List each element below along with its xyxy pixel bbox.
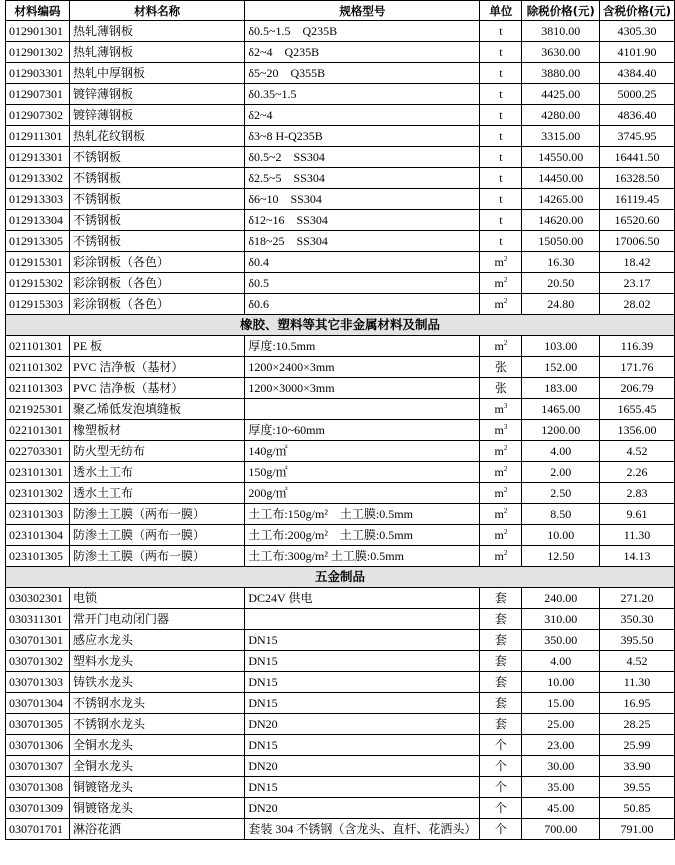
spec-cell: δ2.5~5 SS304 [245, 168, 480, 189]
spec-cell: DN15 [245, 651, 480, 672]
spec-cell: DN15 [245, 777, 480, 798]
unit-cell: t [480, 21, 522, 42]
material-code-cell: 030701307 [6, 756, 70, 777]
material-name-cell: 彩涂钢板（各色） [70, 294, 245, 315]
table-row [6, 42, 675, 63]
unit-cell: t [480, 231, 522, 252]
price-inc-tax-cell: 2.26 [599, 462, 674, 483]
material-name-cell: 彩涂钢板（各色） [70, 252, 245, 273]
unit-cell [480, 504, 522, 525]
price-ex-tax-cell: 14620.00 [522, 210, 600, 231]
unit-cell [480, 294, 522, 315]
material-name-cell: 不锈钢水龙头 [70, 714, 245, 735]
material-code-cell: 012913302 [6, 168, 70, 189]
table-row [6, 714, 675, 735]
table-row [6, 252, 675, 273]
material-code-cell: 012913305 [6, 231, 70, 252]
unit-exponent: 2 [503, 528, 508, 536]
price-ex-tax-cell: 20.50 [522, 273, 600, 294]
price-inc-tax-cell: 18.42 [599, 252, 674, 273]
unit-cell: 个 [480, 756, 522, 777]
unit-cell [480, 273, 522, 294]
material-code-cell: 030701303 [6, 672, 70, 693]
unit-cell: t [480, 189, 522, 210]
table-row [6, 126, 675, 147]
price-ex-tax-cell: 25.00 [522, 714, 600, 735]
material-code-cell: 012903301 [6, 63, 70, 84]
material-code-cell: 022101301 [6, 420, 70, 441]
price-inc-tax-cell: 206.79 [599, 378, 674, 399]
material-name-cell: 彩涂钢板（各色） [70, 273, 245, 294]
material-name-cell: 不锈钢板 [70, 168, 245, 189]
spec-cell: 1200×2400×3mm [245, 357, 480, 378]
spec-cell: DN15 [245, 735, 480, 756]
price-ex-tax-cell: 310.00 [522, 609, 600, 630]
material-code-cell: 022703301 [6, 441, 70, 462]
material-code-cell: 021925301 [6, 399, 70, 420]
price-ex-tax-cell: 3880.00 [522, 63, 600, 84]
material-name-cell: 铜镀铬龙头 [70, 798, 245, 819]
unit-cell: 个 [480, 819, 522, 840]
price-ex-tax-cell: 4280.00 [522, 105, 600, 126]
price-inc-tax-cell: 16119.45 [599, 189, 674, 210]
price-inc-tax-cell: 16328.50 [599, 168, 674, 189]
spec-cell: δ0.5 [245, 273, 480, 294]
spec-cell: 200g/㎡ [245, 483, 480, 504]
section-heading-row [6, 567, 675, 588]
material-name-cell: 不锈钢板 [70, 189, 245, 210]
unit-exponent: 2 [503, 444, 508, 452]
price-ex-tax-cell: 3630.00 [522, 42, 600, 63]
table-row [6, 378, 675, 399]
material-code-cell: 012913301 [6, 147, 70, 168]
spec-cell: DN15 [245, 630, 480, 651]
material-name-cell: PVC 洁净板（基材） [70, 357, 245, 378]
material-code-cell: 030701701 [6, 819, 70, 840]
material-name-cell: 热轧中厚钢板 [70, 63, 245, 84]
material-code-cell: 030701308 [6, 777, 70, 798]
table-row [6, 651, 675, 672]
table-row [6, 294, 675, 315]
price-inc-tax-cell: 16520.60 [599, 210, 674, 231]
unit-base: m [494, 402, 504, 416]
price-inc-tax-cell: 25.99 [599, 735, 674, 756]
table-row [6, 336, 675, 357]
unit-cell [480, 483, 522, 504]
unit-base: m [494, 549, 504, 563]
material-code-cell: 012911301 [6, 126, 70, 147]
unit-cell: t [480, 210, 522, 231]
unit-cell [480, 546, 522, 567]
price-ex-tax-cell: 8.50 [522, 504, 600, 525]
spec-cell [245, 399, 480, 420]
price-ex-tax-cell: 350.00 [522, 630, 600, 651]
unit-base: m [494, 507, 504, 521]
table-row [6, 735, 675, 756]
material-name-cell: 橡塑板材 [70, 420, 245, 441]
table-row [6, 462, 675, 483]
material-name-cell: PE 板 [70, 336, 245, 357]
price-inc-tax-cell: 5000.25 [599, 84, 674, 105]
unit-exponent: 2 [503, 297, 508, 305]
price-inc-tax-cell: 39.55 [599, 777, 674, 798]
spec-cell: DC24V 供电 [245, 588, 480, 609]
spec-cell: 套装 304 不锈钢（含龙头、直杆、花洒头） [245, 819, 480, 840]
unit-exponent: 3 [503, 423, 508, 431]
unit-cell: t [480, 42, 522, 63]
table-row [6, 105, 675, 126]
price-inc-tax-cell: 271.20 [599, 588, 674, 609]
spec-cell: δ12~16 SS304 [245, 210, 480, 231]
material-name-cell: 感应水龙头 [70, 630, 245, 651]
table-row [6, 756, 675, 777]
material-name-cell: 铜镀铬龙头 [70, 777, 245, 798]
spec-cell: δ0.6 [245, 294, 480, 315]
spec-cell: 150g/㎡ [245, 462, 480, 483]
material-name-cell: 不锈钢水龙头 [70, 693, 245, 714]
price-ex-tax-cell: 2.50 [522, 483, 600, 504]
price-ex-tax-cell: 2.00 [522, 462, 600, 483]
spec-cell: δ6~10 SS304 [245, 189, 480, 210]
price-inc-tax-cell: 4.52 [599, 441, 674, 462]
unit-cell: 套 [480, 714, 522, 735]
price-ex-tax-cell: 10.00 [522, 672, 600, 693]
unit-cell [480, 462, 522, 483]
material-code-cell: 030701309 [6, 798, 70, 819]
unit-exponent: 2 [503, 276, 508, 284]
price-inc-tax-cell: 9.61 [599, 504, 674, 525]
price-ex-tax-cell: 240.00 [522, 588, 600, 609]
material-code-cell: 030311301 [6, 609, 70, 630]
unit-base: m [494, 339, 504, 353]
table-row [6, 777, 675, 798]
material-code-cell: 012915302 [6, 273, 70, 294]
material-code-cell: 012907301 [6, 84, 70, 105]
spec-cell: δ0.4 [245, 252, 480, 273]
material-code-cell: 021101302 [6, 357, 70, 378]
spec-cell: δ0.35~1.5 [245, 84, 480, 105]
unit-exponent: 2 [503, 507, 508, 515]
unit-cell: t [480, 63, 522, 84]
price-inc-tax-cell: 4.52 [599, 651, 674, 672]
unit-exponent: 2 [503, 465, 508, 473]
material-code-cell: 030302301 [6, 588, 70, 609]
table-body [6, 21, 675, 840]
spec-cell: δ2~4 Q235B [245, 42, 480, 63]
unit-cell [480, 336, 522, 357]
spec-cell [245, 609, 480, 630]
table-row [6, 588, 675, 609]
price-inc-tax-cell: 16441.50 [599, 147, 674, 168]
material-code-cell: 023101303 [6, 504, 70, 525]
unit-cell [480, 399, 522, 420]
spec-cell: DN20 [245, 798, 480, 819]
table-row [6, 504, 675, 525]
table-row [6, 420, 675, 441]
table-row [6, 189, 675, 210]
spec-cell: 土工布:200g/m² 土工膜:0.5mm [245, 525, 480, 546]
section-title: 橡胶、塑料等其它非金属材料及制品 [6, 315, 675, 336]
unit-cell: t [480, 105, 522, 126]
unit-exponent: 2 [503, 339, 508, 347]
material-code-cell: 021101303 [6, 378, 70, 399]
price-table [5, 0, 675, 840]
price-ex-tax-cell: 15.00 [522, 693, 600, 714]
material-code-cell: 012913303 [6, 189, 70, 210]
price-ex-tax-cell: 152.00 [522, 357, 600, 378]
price-inc-tax-cell: 16.95 [599, 693, 674, 714]
table-row [6, 630, 675, 651]
price-inc-tax-cell: 28.25 [599, 714, 674, 735]
price-ex-tax-cell: 3315.00 [522, 126, 600, 147]
price-ex-tax-cell: 15050.00 [522, 231, 600, 252]
material-name-cell: 全铜水龙头 [70, 756, 245, 777]
spec-cell: δ18~25 SS304 [245, 231, 480, 252]
price-ex-tax-cell: 14265.00 [522, 189, 600, 210]
table-row [6, 147, 675, 168]
price-inc-tax-cell: 171.76 [599, 357, 674, 378]
table-row [6, 483, 675, 504]
unit-base: m [494, 465, 504, 479]
spec-cell: 1200×3000×3mm [245, 378, 480, 399]
material-code-cell: 030701301 [6, 630, 70, 651]
spec-cell: 140g/㎡ [245, 441, 480, 462]
material-code-cell: 023101302 [6, 483, 70, 504]
unit-base: m [494, 276, 504, 290]
unit-cell: 个 [480, 735, 522, 756]
table-row [6, 210, 675, 231]
material-name-cell: 不锈钢板 [70, 231, 245, 252]
price-inc-tax-cell: 1655.45 [599, 399, 674, 420]
unit-cell: t [480, 147, 522, 168]
price-ex-tax-cell: 4.00 [522, 651, 600, 672]
price-ex-tax-cell: 35.00 [522, 777, 600, 798]
price-ex-tax-cell: 4425.00 [522, 84, 600, 105]
material-name-cell: 塑料水龙头 [70, 651, 245, 672]
price-inc-tax-cell: 3745.95 [599, 126, 674, 147]
spec-cell: DN20 [245, 756, 480, 777]
spec-cell: DN15 [245, 693, 480, 714]
unit-cell: 套 [480, 609, 522, 630]
spec-cell: 土工布:150g/m² 土工膜:0.5mm [245, 504, 480, 525]
unit-exponent: 2 [503, 549, 508, 557]
unit-exponent: 2 [503, 255, 508, 263]
material-code-cell: 023101301 [6, 462, 70, 483]
price-ex-tax-cell: 183.00 [522, 378, 600, 399]
unit-cell [480, 441, 522, 462]
material-name-cell: 热轧花纹钢板 [70, 126, 245, 147]
price-inc-tax-cell: 395.50 [599, 630, 674, 651]
table-row [6, 399, 675, 420]
unit-base: m [494, 528, 504, 542]
unit-cell: 套 [480, 651, 522, 672]
price-ex-tax-cell: 12.50 [522, 546, 600, 567]
price-inc-tax-cell: 4305.30 [599, 21, 674, 42]
price-ex-tax-cell: 23.00 [522, 735, 600, 756]
material-name-cell: 防火型无纺布 [70, 441, 245, 462]
spec-cell: 厚度:10.5mm [245, 336, 480, 357]
unit-base: m [494, 423, 504, 437]
unit-cell [480, 525, 522, 546]
table-row [6, 231, 675, 252]
unit-base: m [494, 255, 504, 269]
material-code-cell: 012907302 [6, 105, 70, 126]
unit-cell [480, 252, 522, 273]
table-header [6, 1, 675, 21]
price-inc-tax-cell: 11.30 [599, 525, 674, 546]
price-inc-tax-cell: 28.02 [599, 294, 674, 315]
material-code-cell: 030701305 [6, 714, 70, 735]
material-name-cell: 透水土工布 [70, 483, 245, 504]
material-code-cell: 030701302 [6, 651, 70, 672]
header-unit: 单位 [480, 1, 522, 21]
price-inc-tax-cell: 4384.40 [599, 63, 674, 84]
material-code-cell: 012913304 [6, 210, 70, 231]
price-ex-tax-cell: 30.00 [522, 756, 600, 777]
unit-cell: 张 [480, 378, 522, 399]
material-name-cell: 透水土工布 [70, 462, 245, 483]
material-name-cell: 全铜水龙头 [70, 735, 245, 756]
price-ex-tax-cell: 1465.00 [522, 399, 600, 420]
material-name-cell: 热轧薄钢板 [70, 42, 245, 63]
price-inc-tax-cell: 350.30 [599, 609, 674, 630]
table-row [6, 273, 675, 294]
price-ex-tax-cell: 1200.00 [522, 420, 600, 441]
material-name-cell: 镀锌薄钢板 [70, 105, 245, 126]
unit-base: m [494, 486, 504, 500]
material-name-cell: 淋浴花洒 [70, 819, 245, 840]
header-spec-model: 规格型号 [245, 1, 480, 21]
unit-cell [480, 420, 522, 441]
price-inc-tax-cell: 4836.40 [599, 105, 674, 126]
price-ex-tax-cell: 14550.00 [522, 147, 600, 168]
section-title: 五金制品 [6, 567, 675, 588]
unit-base: m [494, 444, 504, 458]
price-inc-tax-cell: 2.83 [599, 483, 674, 504]
material-name-cell: 聚乙烯低发泡填缝板 [70, 399, 245, 420]
unit-cell: 个 [480, 798, 522, 819]
material-name-cell: 不锈钢板 [70, 147, 245, 168]
price-inc-tax-cell: 4101.90 [599, 42, 674, 63]
price-inc-tax-cell: 14.13 [599, 546, 674, 567]
unit-cell: 套 [480, 588, 522, 609]
section-heading-row [6, 315, 675, 336]
unit-cell: t [480, 84, 522, 105]
table-row [6, 546, 675, 567]
material-code-cell: 023101304 [6, 525, 70, 546]
spec-cell: δ0.5~1.5 Q235B [245, 21, 480, 42]
spec-cell: δ0.5~2 SS304 [245, 147, 480, 168]
unit-exponent: 3 [503, 402, 508, 410]
price-ex-tax-cell: 45.00 [522, 798, 600, 819]
price-ex-tax-cell: 24.80 [522, 294, 600, 315]
material-name-cell: 常开门电动闭门器 [70, 609, 245, 630]
table-row [6, 525, 675, 546]
unit-cell: 个 [480, 777, 522, 798]
material-code-cell: 021101301 [6, 336, 70, 357]
material-name-cell: PVC 洁净板（基材） [70, 378, 245, 399]
spec-cell: δ3~8 H-Q235B [245, 126, 480, 147]
unit-base: m [494, 297, 504, 311]
material-name-cell: 热轧薄钢板 [70, 21, 245, 42]
spec-cell: δ2~4 [245, 105, 480, 126]
price-inc-tax-cell: 33.90 [599, 756, 674, 777]
material-code-cell: 012915303 [6, 294, 70, 315]
material-name-cell: 不锈钢板 [70, 210, 245, 231]
table-row [6, 609, 675, 630]
header-material-name: 材料名称 [70, 1, 245, 21]
material-code-cell: 030701306 [6, 735, 70, 756]
table-row [6, 819, 675, 840]
material-code-cell: 012915301 [6, 252, 70, 273]
price-inc-tax-cell: 11.30 [599, 672, 674, 693]
material-name-cell: 电锁 [70, 588, 245, 609]
price-inc-tax-cell: 23.17 [599, 273, 674, 294]
material-code-cell: 030701304 [6, 693, 70, 714]
price-ex-tax-cell: 10.00 [522, 525, 600, 546]
spec-cell: 厚度:10~60mm [245, 420, 480, 441]
price-ex-tax-cell: 3810.00 [522, 21, 600, 42]
unit-cell: t [480, 168, 522, 189]
unit-exponent: 2 [503, 486, 508, 494]
price-ex-tax-cell: 4.00 [522, 441, 600, 462]
spec-cell: δ5~20 Q355B [245, 63, 480, 84]
table-row [6, 84, 675, 105]
material-name-cell: 防渗土工膜（两布一膜） [70, 546, 245, 567]
price-ex-tax-cell: 700.00 [522, 819, 600, 840]
material-name-cell: 铸铁水龙头 [70, 672, 245, 693]
material-name-cell: 防渗土工膜（两布一膜） [70, 525, 245, 546]
price-inc-tax-cell: 791.00 [599, 819, 674, 840]
unit-cell: 张 [480, 357, 522, 378]
header-price-ex-tax: 除税价格(元) [522, 1, 600, 21]
material-name-cell: 镀锌薄钢板 [70, 84, 245, 105]
unit-cell: 套 [480, 672, 522, 693]
table-row [6, 798, 675, 819]
material-code-cell: 023101305 [6, 546, 70, 567]
table-row [6, 672, 675, 693]
header-material-code: 材料编码 [6, 1, 70, 21]
table-row [6, 357, 675, 378]
price-ex-tax-cell: 103.00 [522, 336, 600, 357]
spec-cell: DN20 [245, 714, 480, 735]
material-code-cell: 012901302 [6, 42, 70, 63]
material-code-cell: 012901301 [6, 21, 70, 42]
unit-cell: 套 [480, 693, 522, 714]
table-row [6, 693, 675, 714]
table-row [6, 63, 675, 84]
price-inc-tax-cell: 50.85 [599, 798, 674, 819]
table-row [6, 21, 675, 42]
header-price-inc-tax: 含税价格(元) [599, 1, 674, 21]
spec-cell: 土工布:300g/m² 土工膜:0.5mm [245, 546, 480, 567]
price-ex-tax-cell: 16.30 [522, 252, 600, 273]
price-inc-tax-cell: 17006.50 [599, 231, 674, 252]
price-inc-tax-cell: 116.39 [599, 336, 674, 357]
material-name-cell: 防渗土工膜（两布一膜） [70, 504, 245, 525]
unit-cell: 套 [480, 630, 522, 651]
table-row [6, 168, 675, 189]
table-row [6, 441, 675, 462]
price-inc-tax-cell: 1356.00 [599, 420, 674, 441]
unit-cell: t [480, 126, 522, 147]
spec-cell: DN15 [245, 672, 480, 693]
price-ex-tax-cell: 14450.00 [522, 168, 600, 189]
